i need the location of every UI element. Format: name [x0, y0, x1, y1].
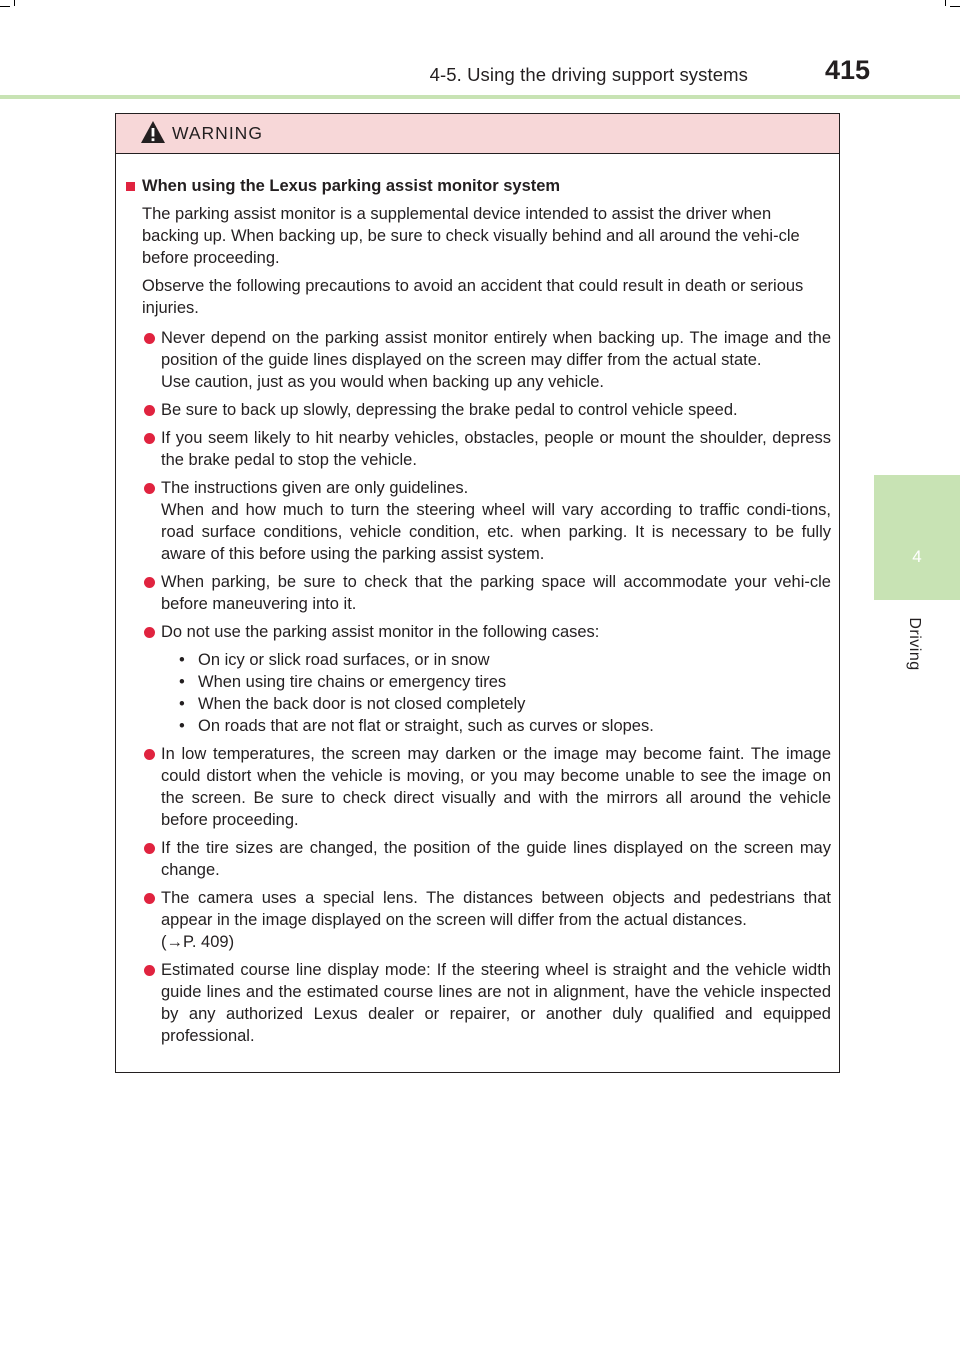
bullet-dot-icon	[144, 627, 155, 638]
chapter-tab	[874, 475, 960, 600]
list-item-text: Be sure to back up slowly, depressing the brake pedal to control vehicle speed.	[161, 401, 738, 419]
page-reference-link[interactable]: (→P. 409)	[161, 933, 235, 951]
crop-mark-top-right	[945, 0, 946, 6]
crop-mark-top-left	[0, 6, 10, 7]
chapter-label	[904, 614, 924, 674]
crop-mark-top-right	[950, 6, 960, 7]
section-title: 4-5. Using the driving support systems	[429, 64, 748, 85]
warning-header	[116, 114, 839, 154]
list-item	[126, 621, 831, 737]
square-bullet-icon	[126, 182, 135, 191]
list-item-text: The camera uses a special lens. The distances between objects and pedestrians that appear in the image displayed on the screen will differ from the actual distances.	[161, 889, 831, 929]
warning-body	[116, 154, 839, 1047]
list-item	[126, 887, 831, 953]
page-number: 415	[824, 55, 870, 85]
list-item	[126, 837, 831, 881]
warning-heading	[126, 175, 831, 197]
list-item-text: Never depend on the parking assist monitor entirely when backing up. The image and the position of the guide lines displayed on the screen may differ from the actual state.	[161, 329, 831, 369]
list-item	[126, 327, 831, 393]
list-item-text: Estimated course line display mode: If the steering wheel is straight and the vehicle width guide lines and the estimated course lines are not in alignment, have the vehicle inspected by any authorized Lexus dealer or repairer, or another duly qualified and equipped professional.	[161, 961, 831, 1045]
bullet-dot-icon	[144, 333, 155, 344]
warning-heading-text: When using the Lexus parking assist monitor system	[142, 177, 561, 195]
chapter-number: 4	[912, 547, 922, 566]
bullet-dot-icon	[144, 405, 155, 416]
sub-list-item: • On icy or slick road surfaces, or in snow	[179, 651, 490, 669]
sub-list-item: • On roads that are not flat or straight, such as curves or slopes.	[179, 717, 654, 735]
list-item-text: Do not use the parking assist monitor in the following cases:	[161, 623, 600, 641]
list-item-text: Use caution, just as you would when backing up any vehicle.	[161, 373, 605, 391]
list-item	[126, 477, 831, 565]
list-item	[126, 571, 831, 615]
bullet-dot-icon	[144, 483, 155, 494]
sub-list-item: • When using tire chains or emergency tires	[179, 673, 507, 691]
bullet-dot-icon	[144, 893, 155, 904]
bullet-dot-icon	[144, 965, 155, 976]
bullet-dot-icon	[144, 433, 155, 444]
sub-list	[179, 649, 831, 737]
list-item-text: In low temperatures, the screen may darken or the image may become faint. The image could distort when the vehicle is moving, or you may become unable to see the image on the screen. Be sure to check direct visually and with the mirrors all around the vehicle before proceeding.	[161, 745, 831, 829]
list-item	[126, 959, 831, 1047]
header-rule	[0, 95, 960, 99]
list-item-text: When and how much to turn the steering wheel will vary according to traffic condi-tions, road surface conditions, vehicle condition, etc. when parking. It is necessary to be fully aware of this before using the parking assist system.	[161, 501, 831, 563]
list-item	[126, 743, 831, 831]
bullet-dot-icon	[144, 577, 155, 588]
sub-list-item: • When the back door is not closed completely	[179, 695, 526, 713]
warning-triangle-icon	[140, 120, 166, 144]
intro-paragraph: Observe the following precautions to avoid an accident that could result in death or serious injuries.	[142, 277, 804, 317]
list-item-text: The instructions given are only guidelines.	[161, 479, 469, 497]
bullet-dot-icon	[144, 843, 155, 854]
list-item-text: If you seem likely to hit nearby vehicles, obstacles, people or mount the shoulder, depress the brake pedal to stop the vehicle.	[161, 429, 831, 469]
warning-box	[115, 113, 840, 1073]
chapter-label-text: Driving	[906, 617, 923, 671]
list-item	[126, 399, 831, 421]
bullet-dot-icon	[144, 749, 155, 760]
crop-mark-top-left	[14, 0, 15, 6]
warning-title: WARNING	[172, 123, 263, 143]
list-item-text: When parking, be sure to check that the parking space will accommodate your vehi-cle before maneuvering into it.	[161, 573, 831, 613]
list-item-text: If the tire sizes are changed, the position of the guide lines displayed on the screen may change.	[161, 839, 831, 879]
intro-paragraph: The parking assist monitor is a supplemental device intended to assist the driver when backing up. When backing up, be sure to check visually behind and all around the vehi-cle before proceeding.	[142, 205, 800, 267]
list-item	[126, 427, 831, 471]
